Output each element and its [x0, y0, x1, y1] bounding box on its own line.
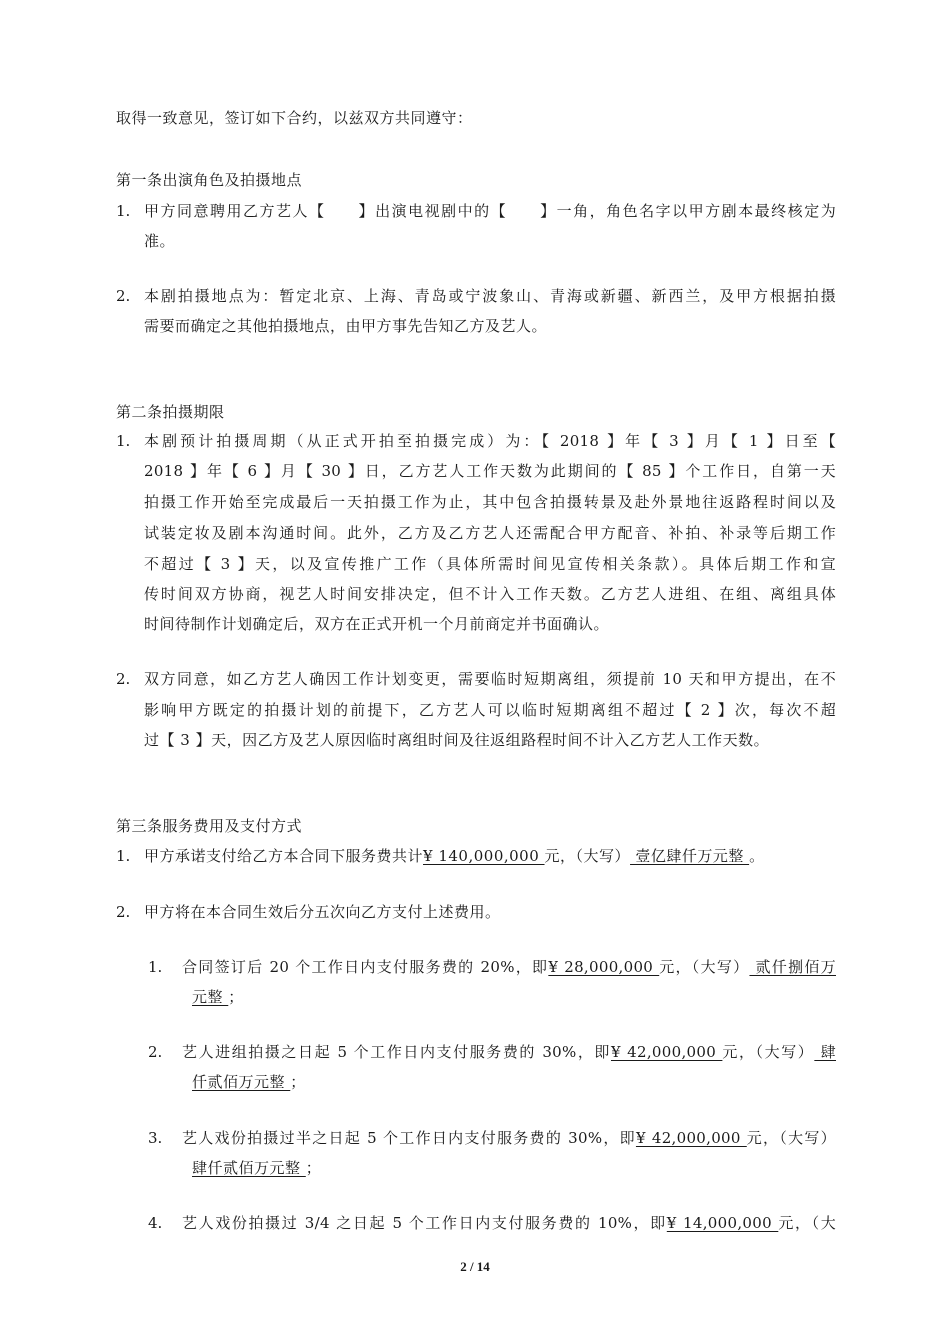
payment-item1-line1 — [182, 957, 836, 977]
article3-item2-number: 2. — [116, 903, 131, 921]
article1-heading: 第一条出演角色及拍摄地点 — [116, 171, 303, 189]
article2-item2-line2: 影响甲方既定的拍摄计划的前提下，乙方艺人可以临时短期离组不超过【 2 】次，每次不超 — [144, 701, 836, 719]
payment-item4-line1 — [182, 1213, 836, 1233]
payment-item3-mid: 元，（大写） — [746, 1129, 836, 1147]
article3-item2-text: 甲方将在本合同生效后分五次向乙方支付上述费用。 — [144, 903, 501, 921]
article2-item2-line1: 双方同意，如乙方艺人确因工作计划变更，需要临时短期离组，须提前 10 天和甲方提出，在不 — [144, 670, 836, 688]
payment-item2-words-part2: 仟贰佰万元整 — [192, 1073, 291, 1091]
payment-item2-number: 2. — [148, 1043, 163, 1061]
article2-item1-line3: 拍摄工作开始至完成最后一天拍摄工作为止，其中包含拍摄转景及赴外景地往返路程时间以及 — [144, 493, 836, 511]
article3-item1-text — [144, 846, 765, 866]
fee-total-amount: ¥ 140,000,000 — [423, 847, 545, 865]
payment-item3-number: 3. — [148, 1129, 163, 1147]
article2-item1-line2: 2018 】年【 6 】月【 30 】日，乙方艺人工作天数为此期间的【 85 】个工作日，自第一天 — [144, 462, 836, 480]
article1-item1-line1: 甲方同意聘用乙方艺人【 】出演电视剧中的【 】一角，角色名字以甲方剧本最终核定为 — [144, 202, 836, 220]
article1-item2-line2: 需要而确定之其他拍摄地点，由甲方事先告知乙方及艺人。 — [144, 317, 548, 335]
payment-item4-prefix: 艺人戏份拍摄过 3/4 之日起 5 个工作日内支付服务费的 10%，即 — [182, 1214, 667, 1232]
article2-item1-number: 1. — [116, 432, 131, 450]
payment-item3-amount: ¥ 42,000,000 — [635, 1129, 747, 1147]
payment-item1-suffix: ； — [228, 988, 244, 1006]
payment-item4-number: 4. — [148, 1214, 163, 1232]
payment-item3-words: 肆仟贰佰万元整 — [192, 1159, 306, 1177]
payment-item3-line1 — [182, 1128, 836, 1148]
article2-item1-line1: 本剧预计拍摄周期（从正式开拍至拍摄完成）为：【 2018 】年【 3 】月【 1 】日至【 — [144, 432, 836, 450]
article2-item1-line4: 试装定妆及剧本沟通时间。此外，乙方及乙方艺人还需配合甲方配音、补拍、补录等后期工作 — [144, 524, 836, 542]
payment-item1-prefix: 合同签订后 20 个工作日内支付服务费的 20%，即 — [182, 958, 549, 976]
fee-total-prefix: 甲方承诺支付给乙方本合同下服务费共计 — [144, 847, 424, 865]
payment-item2-line1 — [182, 1042, 836, 1062]
payment-item2-prefix: 艺人进组拍摄之日起 5 个工作日内支付服务费的 30%，即 — [182, 1043, 611, 1061]
payment-item4-amount: ¥ 14,000,000 — [666, 1214, 779, 1232]
article2-heading: 第二条拍摄期限 — [116, 403, 225, 421]
article2-item1-line6: 传时间双方协商，视艺人时间安排决定，但不计入工作天数。乙方艺人进组、在组、离组具体 — [144, 585, 836, 603]
payment-item1-mid: 元，（大写） — [659, 958, 750, 976]
article1-item1-line2: 准。 — [144, 232, 176, 250]
article1-item2-number: 2. — [116, 287, 131, 305]
payment-item2-amount: ¥ 42,000,000 — [610, 1043, 723, 1061]
payment-item2-line2 — [192, 1072, 306, 1092]
payment-item3-suffix: ； — [305, 1159, 322, 1177]
intro-text: 取得一致意见，签订如下合约，以兹双方共同遵守： — [116, 109, 473, 127]
article1-item1-number: 1. — [116, 202, 131, 220]
payment-item4-mid: 元，（大 — [778, 1214, 836, 1232]
payment-item2-suffix: ； — [290, 1073, 306, 1091]
payment-item2-mid: 元，（大写） — [722, 1043, 815, 1061]
fee-total-mid: 元，（大写） — [544, 847, 631, 865]
payment-item1-amount: ¥ 28,000,000 — [548, 958, 660, 976]
article3-item1-number: 1. — [116, 847, 131, 865]
payment-item3-line2 — [192, 1158, 321, 1178]
article1-item2-line1: 本剧拍摄地点为：暂定北京、上海、青岛或宁波象山、青海或新疆、新西兰，及甲方根据拍摄 — [144, 287, 836, 305]
payment-item3-prefix: 艺人戏份拍摄过半之日起 5 个工作日内支付服务费的 30%，即 — [182, 1129, 636, 1147]
article2-item1-line7: 时间待制作计划确定后，双方在正式开机一个月前商定并书面确认。 — [144, 615, 610, 633]
page-number: 2 / 14 — [460, 1259, 490, 1274]
article2-item2-number: 2. — [116, 670, 131, 688]
payment-item1-line2 — [192, 987, 244, 1007]
article2-item2-line3: 过【 3 】天，因乙方及艺人原因临时离组时间及往返组路程时间不计入乙方艺人工作天数。 — [144, 731, 770, 749]
fee-total-suffix: 。 — [749, 847, 765, 865]
payment-item2-words-part1: 肆 — [814, 1043, 836, 1061]
payment-item1-words-part2: 元整 — [192, 988, 229, 1006]
payment-item1-number: 1. — [148, 958, 163, 976]
payment-item1-words-part1: 贰仟捌佰万 — [749, 958, 836, 976]
fee-total-words: 壹亿肆仟万元整 — [630, 847, 750, 865]
article3-heading: 第三条服务费用及支付方式 — [116, 817, 303, 835]
article2-item1-line5: 不超过【 3 】天，以及宣传推广工作（具体所需时间见宣传相关条款）。具体后期工作和宣 — [144, 555, 836, 573]
